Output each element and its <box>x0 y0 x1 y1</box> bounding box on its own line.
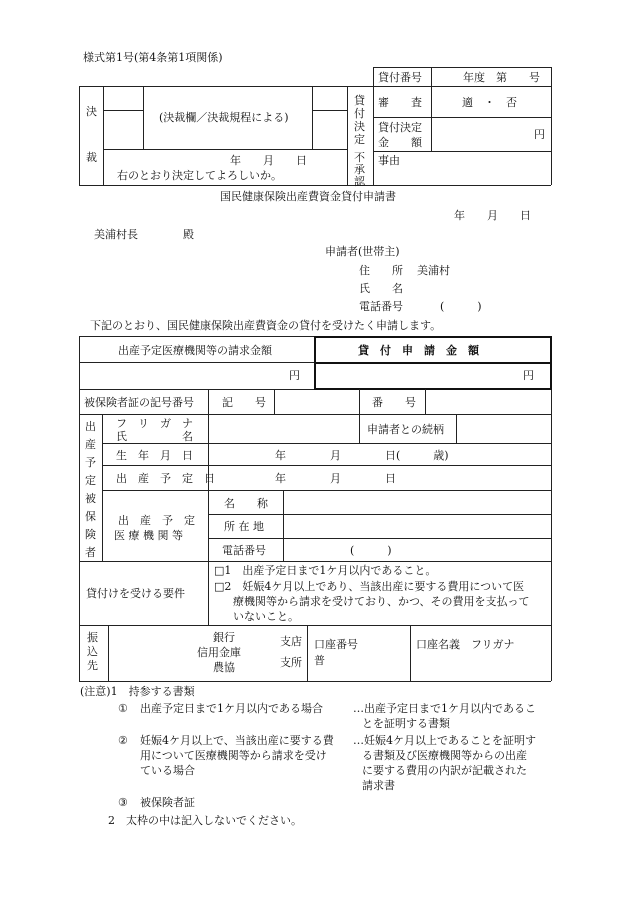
number-label: 番 号 <box>372 396 416 409</box>
note-2-right-4: 請求書 <box>362 779 395 792</box>
due-date-value: 年 月 日 <box>275 472 396 485</box>
furikomi-char-2: 込 <box>87 645 98 658</box>
institution-label-2: 医 療 機 関 等 <box>114 529 183 542</box>
note-1-right-2: とを証明する書類 <box>362 717 450 730</box>
note-2-right-2: る書類及び医療機関等からの出産 <box>362 749 527 762</box>
account-type: 普 <box>314 654 325 667</box>
decided-amount-label-2: 金 額 <box>378 136 422 149</box>
noukyou-label: 農協 <box>213 661 235 674</box>
loan-request-label: 貸 付 申 請 金 額 <box>358 344 479 357</box>
kessai-note: (決裁欄／決裁規程による) <box>159 111 289 124</box>
note-2-left-3: ている場合 <box>140 764 195 777</box>
loan-number-label: 貸付番号 <box>378 71 422 84</box>
note-2-left-2: 用について医療機関等から請求を受け <box>140 749 327 762</box>
address-value: 美浦村 <box>417 264 450 277</box>
note-2-left-1: 妊娠4ケ月以上で、当該出産に要する費 <box>140 734 334 747</box>
kessai-label-1: 決 <box>86 105 97 118</box>
address-label: 住 所 <box>359 264 403 277</box>
honorific: 殿 <box>183 228 194 241</box>
fushonin-char-3: 認 <box>354 175 365 188</box>
note-2: 2 太枠の中は記入しないでください。 <box>108 814 302 827</box>
loan-number-value: 年度 第 号 <box>463 71 540 84</box>
inst-address-label: 所 在 地 <box>224 520 264 533</box>
kessai-label-2: 裁 <box>86 151 97 164</box>
inst-name-label: 名 称 <box>224 497 268 510</box>
review-value: 適 ・ 否 <box>462 96 517 109</box>
fushonin-char-2: 承 <box>354 163 365 176</box>
review-label: 審 査 <box>378 96 422 109</box>
requirement-2-line-2: 療機関等から請求を受けており、かつ、その費用を支払って <box>233 595 530 608</box>
side-char-6: 保 <box>85 510 96 523</box>
account-name-label: 口座名義 フリガナ <box>416 638 515 651</box>
side-char-4: 定 <box>85 474 96 487</box>
branch-label-2: 支所 <box>280 656 302 669</box>
kettei-char-2: 付 <box>354 107 365 120</box>
bank-label: 銀行 <box>213 631 235 644</box>
birthdate-value: 年 月 日( 歳) <box>275 449 449 462</box>
decided-amount-label-1: 貸付決定 <box>378 121 422 134</box>
shimei-label: 氏 名 <box>116 430 193 443</box>
application-statement: 下記のとおり、国民健康保険出産費資金の貸付を受けたく申請します。 <box>90 319 442 332</box>
requirement-2-line-1[interactable]: □2 妊娠4ケ月以上であり、当該出産に要する費用について医 <box>214 580 525 593</box>
decided-amount-yen: 円 <box>534 128 545 141</box>
requirement-1[interactable]: □1 出産予定日まで1ケ月以内であること。 <box>214 564 437 577</box>
institution-label-1: 出 産 予 定 <box>118 514 195 527</box>
side-char-1: 出 <box>85 420 96 433</box>
side-char-7: 険 <box>85 528 96 541</box>
side-char-8: 者 <box>85 546 96 559</box>
name-label: 氏 名 <box>359 282 403 295</box>
addressee: 美浦村長 <box>94 228 138 241</box>
shinkin-label: 信用金庫 <box>197 646 241 659</box>
note-1-left: 出産予定日まで1ケ月以内である場合 <box>140 702 323 715</box>
requirements-label: 貸付けを受ける要件 <box>86 587 185 600</box>
form-id: 様式第1号(第4条第1項関係) <box>83 51 223 64</box>
billing-amount-label: 出産予定医療機関等の請求金額 <box>118 344 272 357</box>
phone-paren: ( ) <box>440 300 482 313</box>
kettei-char-1: 貸 <box>354 94 365 107</box>
notes-head: (注意)1 持参する書類 <box>80 685 195 698</box>
inst-phone-label: 電話番号 <box>222 544 266 557</box>
requirement-2-line-3: いないこと。 <box>233 610 299 623</box>
reason-label: 事由 <box>378 154 400 167</box>
kettei-char-3: 決 <box>354 120 365 133</box>
note-3-left: 被保険者証 <box>140 796 195 809</box>
furigana-label: フ リ ガ ナ <box>116 417 193 430</box>
side-char-2: 産 <box>85 438 96 451</box>
note-2-num: ② <box>118 734 128 747</box>
loan-request-yen: 円 <box>523 369 534 382</box>
side-char-3: 予 <box>85 456 96 469</box>
due-date-label: 出 産 予 定 日 <box>116 472 215 485</box>
note-3-num: ③ <box>118 796 128 809</box>
furikomi-char-3: 先 <box>87 659 98 672</box>
account-number-label: 口座番号 <box>314 638 358 651</box>
decision-date: 年 月 日 <box>230 154 307 167</box>
applicant-label: 申請者(世帯主) <box>325 245 400 258</box>
note-2-right-1: …妊娠4ケ月以上であることを証明す <box>353 734 536 747</box>
fushonin-char-1: 不 <box>354 151 365 164</box>
note-2-right-3: に要する費用の内訳が記載された <box>362 764 527 777</box>
symbol-label: 記 号 <box>222 396 266 409</box>
note-1-num: ① <box>118 702 128 715</box>
birthdate-label: 生 年 月 日 <box>116 449 193 462</box>
application-title: 国民健康保険出産費資金貸付申請書 <box>220 190 396 203</box>
phone-label: 電話番号 <box>359 300 403 313</box>
insurance-card-label: 被保険者証の記号番号 <box>84 396 194 409</box>
inst-phone-paren: ( ) <box>350 544 392 557</box>
approve-text: 右のとおり決定してよろしいか。 <box>117 169 282 182</box>
side-char-5: 被 <box>85 492 96 505</box>
branch-label-1: 支店 <box>280 635 302 648</box>
furikomi-char-1: 振 <box>87 631 98 644</box>
kettei-char-4: 定 <box>354 133 365 146</box>
billing-amount-yen: 円 <box>289 369 300 382</box>
relation-label: 申請者との続柄 <box>367 423 444 436</box>
note-1-right-1: …出産予定日まで1ケ月以内であるこ <box>353 702 536 715</box>
application-date: 年 月 日 <box>454 209 531 222</box>
